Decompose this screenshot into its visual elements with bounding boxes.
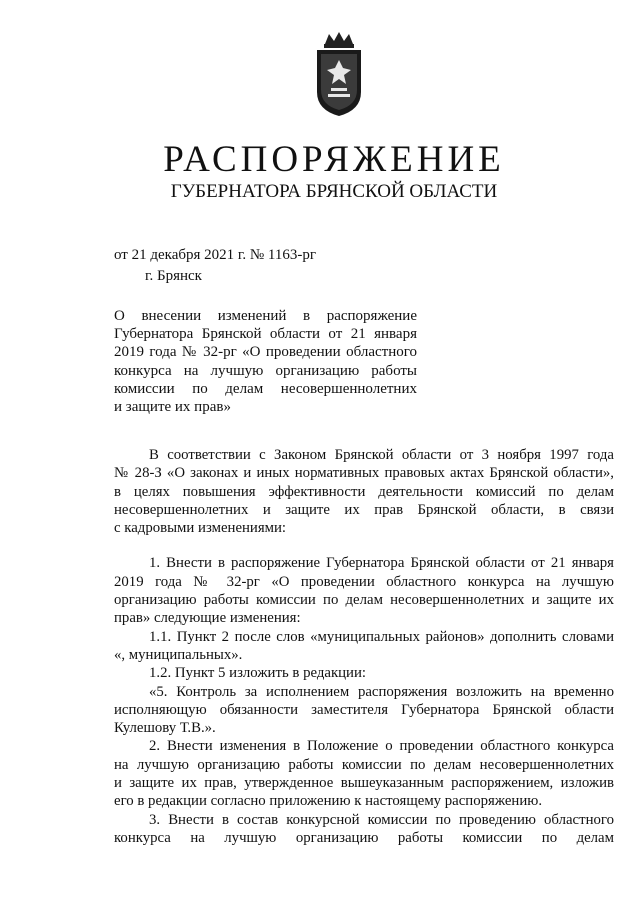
body-line: Кулешову Т.В.». <box>114 720 216 737</box>
subject-line: Губернатора Брянской области от 21 января <box>114 326 417 343</box>
subject-line: О внесении изменений в распоряжение <box>114 308 417 324</box>
body-line: № 28-З «О законах и иных нормативных правовых актах Брянской области», <box>114 465 614 482</box>
document-type-title: РАСПОРЯЖЕНИЕ <box>163 139 505 180</box>
body-line: 1.2. Пункт 5 изложить в редакции: <box>149 665 366 682</box>
body-line: на лучшую организацию работы комиссии по делам несовершеннолетних <box>114 756 614 773</box>
body-line: прав» следующие изменения: <box>114 610 301 627</box>
body-line: его в редакции согласно приложению к настоящему распоряжению. <box>114 793 543 810</box>
body-line: и защите их прав, утвержденное вышеуказанным распоряжением, изложив <box>114 775 614 792</box>
body-line: 2019 года № 32-рг «О проведении областного конкурса на лучшую <box>114 573 614 590</box>
body-line: конкурса на лучшую организацию работы комиссии по делам <box>114 829 614 846</box>
body-line: 3. Внести в состав конкурсной комиссии по проведению областного <box>149 811 614 828</box>
body-line: исполняющую обязанности заместителя Губернатора Брянской области <box>114 701 614 718</box>
body-line: «, муниципальных». <box>114 646 243 663</box>
coat-of-arms-emblem <box>307 30 371 120</box>
body-line: в целях повышения эффективности деятельности комиссий по делам <box>114 483 614 500</box>
body-line: с кадровыми изменениями: <box>114 520 287 537</box>
issuing-authority: ГУБЕРНАТОРА БРЯНСКОЙ ОБЛАСТИ <box>170 181 498 202</box>
document-city: г. Брянск <box>145 268 202 284</box>
document-body <box>114 446 614 847</box>
body-line: 2. Внести изменения в Положение о проведении областного конкурса <box>149 738 614 755</box>
subject-line: конкурса на лучшую организацию работы <box>114 362 417 379</box>
paragraph-gap <box>114 537 614 554</box>
body-line: несовершеннолетних и защите их прав Брянской области, в связи <box>114 501 614 518</box>
body-line: организацию работы комиссии по делам несовершеннолетних и защите их <box>114 592 614 609</box>
subject-line: комиссии по делам несовершеннолетних <box>114 380 417 397</box>
document-date-number: от 21 декабря 2021 г. № 1163-рг <box>114 247 317 263</box>
body-line: 1.1. Пункт 2 после слов «муниципальных районов» дополнить словами <box>149 628 614 645</box>
body-line: В соответствии с Законом Брянской области от 3 ноября 1997 года <box>149 447 614 463</box>
subject-line: и защите их прав» <box>114 399 231 416</box>
document-subject <box>114 307 417 416</box>
body-line: «5. Контроль за исполнением распоряжения возложить на временно <box>149 683 614 700</box>
body-line: 1. Внести в распоряжение Губернатора Брянской области от 21 января <box>149 555 614 572</box>
subject-line: 2019 года № 32-рг «О проведении областного <box>114 344 417 361</box>
